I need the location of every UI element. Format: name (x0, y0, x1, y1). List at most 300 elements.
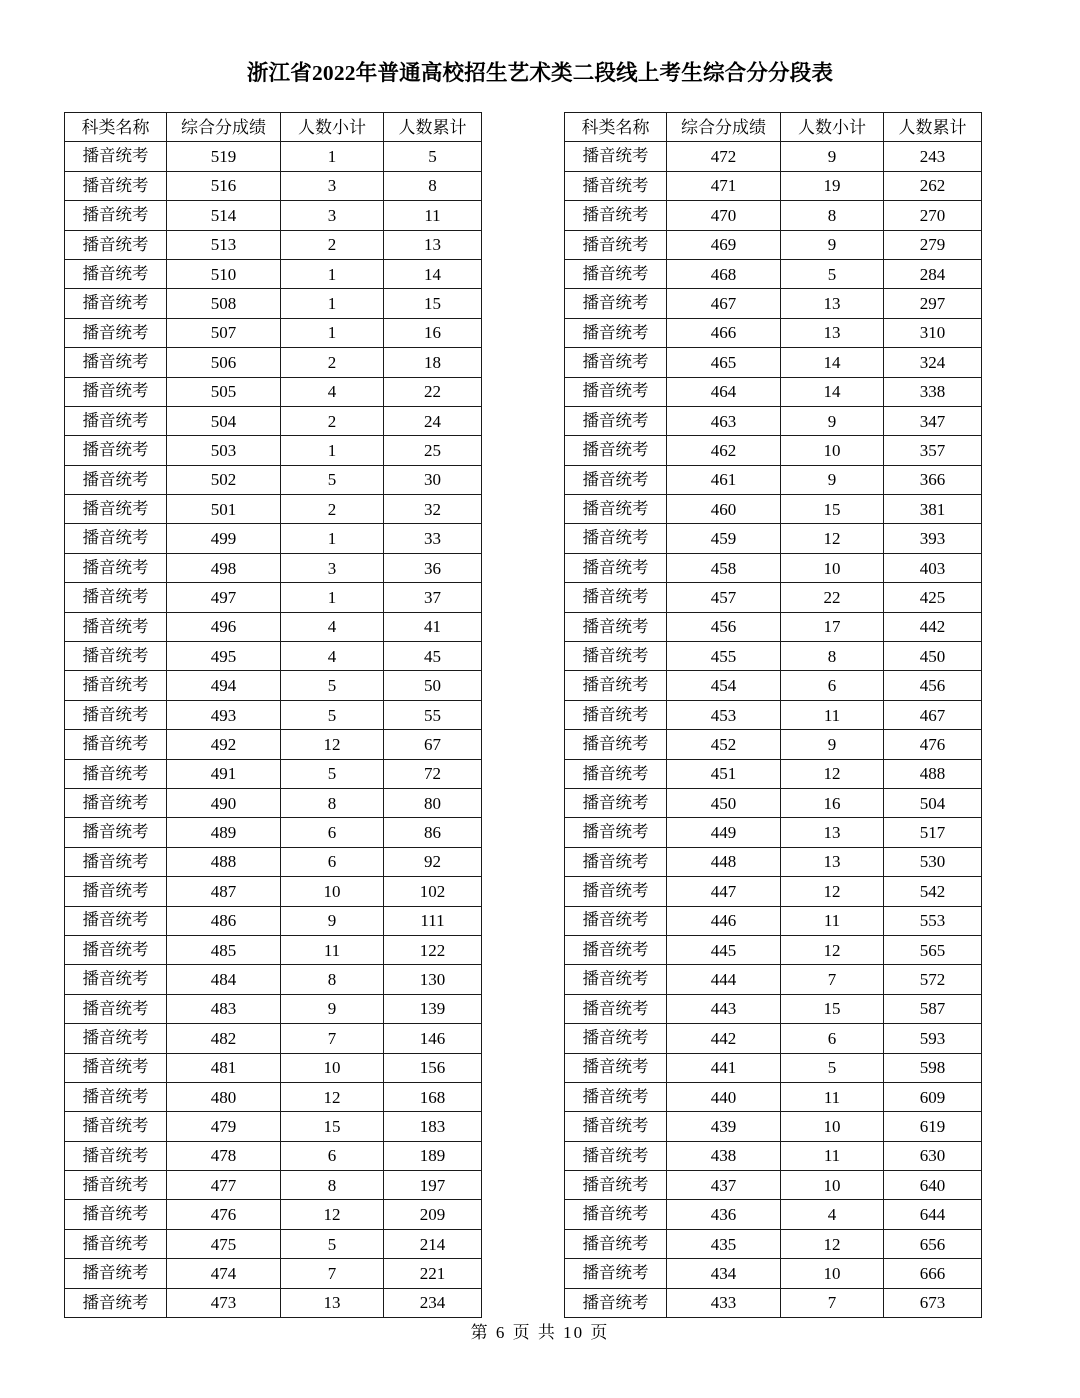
cell-cumulative: 67 (384, 730, 482, 759)
cell-cumulative: 324 (884, 348, 982, 377)
column-header-subtotal: 人数小计 (281, 113, 384, 142)
cell-cumulative: 262 (884, 171, 982, 200)
cell-category: 播音统考 (65, 142, 167, 171)
cell-cumulative: 214 (384, 1229, 482, 1258)
cell-subtotal: 12 (781, 1229, 884, 1258)
cell-cumulative: 488 (884, 759, 982, 788)
cell-cumulative: 403 (884, 553, 982, 582)
cell-score: 440 (667, 1082, 781, 1111)
column-header-score: 综合分成绩 (667, 113, 781, 142)
cell-cumulative: 183 (384, 1112, 482, 1141)
cell-score: 479 (167, 1112, 281, 1141)
table-row (65, 788, 482, 817)
cell-subtotal: 10 (781, 1112, 884, 1141)
table-row (65, 700, 482, 729)
cell-score: 452 (667, 730, 781, 759)
cell-category: 播音统考 (565, 1259, 667, 1288)
table-row (65, 142, 482, 171)
cell-category: 播音统考 (565, 1053, 667, 1082)
cell-category: 播音统考 (65, 671, 167, 700)
cell-category: 播音统考 (565, 642, 667, 671)
cell-category: 播音统考 (565, 318, 667, 347)
table-row (565, 994, 982, 1023)
cell-category: 播音统考 (65, 1112, 167, 1141)
cell-subtotal: 11 (781, 906, 884, 935)
cell-score: 507 (167, 318, 281, 347)
table-row (565, 1171, 982, 1200)
cell-category: 播音统考 (65, 1171, 167, 1200)
cell-subtotal: 1 (281, 524, 384, 553)
cell-score: 454 (667, 671, 781, 700)
cell-cumulative: 22 (384, 377, 482, 406)
cell-category: 播音统考 (565, 524, 667, 553)
table-row (565, 377, 982, 406)
table-row (565, 553, 982, 582)
cell-category: 播音统考 (565, 1229, 667, 1258)
cell-category: 播音统考 (65, 1200, 167, 1229)
cell-category: 播音统考 (565, 730, 667, 759)
column-header-category: 科类名称 (65, 113, 167, 142)
table-row (565, 759, 982, 788)
cell-score: 516 (167, 171, 281, 200)
cell-category: 播音统考 (65, 788, 167, 817)
table-row (65, 847, 482, 876)
cell-subtotal: 4 (281, 642, 384, 671)
table-row (565, 612, 982, 641)
cell-cumulative: 92 (384, 847, 482, 876)
cell-cumulative: 644 (884, 1200, 982, 1229)
cell-category: 播音统考 (565, 583, 667, 612)
cell-category: 播音统考 (565, 935, 667, 964)
cell-subtotal: 7 (781, 1288, 884, 1317)
table-header-row (65, 113, 482, 142)
cell-cumulative: 243 (884, 142, 982, 171)
cell-subtotal: 7 (781, 965, 884, 994)
cell-category: 播音统考 (565, 348, 667, 377)
table-row (65, 406, 482, 435)
cell-subtotal: 9 (781, 465, 884, 494)
table-row (565, 1024, 982, 1053)
cell-score: 506 (167, 348, 281, 377)
table-row (65, 1024, 482, 1053)
cell-category: 播音统考 (565, 377, 667, 406)
cell-score: 510 (167, 259, 281, 288)
table-row (65, 1229, 482, 1258)
table-row (565, 230, 982, 259)
cell-score: 463 (667, 406, 781, 435)
cell-subtotal: 1 (281, 259, 384, 288)
cell-score: 503 (167, 436, 281, 465)
cell-cumulative: 86 (384, 818, 482, 847)
cell-subtotal: 9 (781, 730, 884, 759)
cell-score: 492 (167, 730, 281, 759)
cell-subtotal: 6 (281, 1141, 384, 1170)
cell-score: 519 (167, 142, 281, 171)
cell-cumulative: 24 (384, 406, 482, 435)
cell-cumulative: 425 (884, 583, 982, 612)
cell-subtotal: 12 (781, 935, 884, 964)
cell-category: 播音统考 (565, 1171, 667, 1200)
cell-score: 442 (667, 1024, 781, 1053)
table-row (65, 642, 482, 671)
cell-score: 456 (667, 612, 781, 641)
table-row (565, 788, 982, 817)
cell-cumulative: 338 (884, 377, 982, 406)
table-row (565, 171, 982, 200)
cell-category: 播音统考 (65, 1288, 167, 1317)
cell-score: 485 (167, 935, 281, 964)
table-row (65, 1171, 482, 1200)
cell-subtotal: 4 (281, 377, 384, 406)
cell-subtotal: 5 (281, 671, 384, 700)
cell-score: 487 (167, 877, 281, 906)
cell-score: 480 (167, 1082, 281, 1111)
table-row (65, 730, 482, 759)
table-row (65, 289, 482, 318)
cell-cumulative: 111 (384, 906, 482, 935)
cell-score: 491 (167, 759, 281, 788)
cell-subtotal: 8 (781, 642, 884, 671)
cell-subtotal: 12 (281, 1200, 384, 1229)
cell-subtotal: 22 (781, 583, 884, 612)
table-row (565, 877, 982, 906)
cell-cumulative: 593 (884, 1024, 982, 1053)
cell-category: 播音统考 (565, 1024, 667, 1053)
table-row (565, 1112, 982, 1141)
cell-category: 播音统考 (65, 1229, 167, 1258)
cell-subtotal: 13 (781, 847, 884, 876)
table-row (65, 759, 482, 788)
cell-category: 播音统考 (65, 1259, 167, 1288)
cell-score: 443 (667, 994, 781, 1023)
cell-subtotal: 9 (781, 142, 884, 171)
cell-cumulative: 168 (384, 1082, 482, 1111)
table-row (65, 201, 482, 230)
cell-score: 470 (667, 201, 781, 230)
table-row (65, 495, 482, 524)
table-row (65, 230, 482, 259)
cell-cumulative: 673 (884, 1288, 982, 1317)
cell-subtotal: 4 (281, 612, 384, 641)
cell-cumulative: 656 (884, 1229, 982, 1258)
cell-cumulative: 476 (884, 730, 982, 759)
cell-subtotal: 13 (281, 1288, 384, 1317)
cell-subtotal: 14 (781, 348, 884, 377)
cell-cumulative: 32 (384, 495, 482, 524)
cell-score: 450 (667, 788, 781, 817)
cell-category: 播音统考 (565, 259, 667, 288)
cell-score: 466 (667, 318, 781, 347)
cell-subtotal: 11 (781, 1082, 884, 1111)
cell-cumulative: 8 (384, 171, 482, 200)
cell-score: 467 (667, 289, 781, 318)
cell-category: 播音统考 (65, 465, 167, 494)
cell-category: 播音统考 (565, 818, 667, 847)
cell-cumulative: 366 (884, 465, 982, 494)
cell-subtotal: 12 (781, 524, 884, 553)
table-row (565, 1200, 982, 1229)
cell-category: 播音统考 (565, 553, 667, 582)
table-row (65, 965, 482, 994)
table-row (65, 377, 482, 406)
cell-cumulative: 197 (384, 1171, 482, 1200)
score-table-left (64, 112, 482, 1318)
table-row (65, 171, 482, 200)
cell-category: 播音统考 (65, 259, 167, 288)
cell-score: 496 (167, 612, 281, 641)
table-row (65, 259, 482, 288)
cell-category: 播音统考 (65, 230, 167, 259)
cell-cumulative: 139 (384, 994, 482, 1023)
cell-cumulative: 393 (884, 524, 982, 553)
column-header-cumulative: 人数累计 (384, 113, 482, 142)
cell-score: 438 (667, 1141, 781, 1170)
cell-subtotal: 6 (281, 818, 384, 847)
cell-subtotal: 6 (281, 847, 384, 876)
cell-cumulative: 37 (384, 583, 482, 612)
page-title: 浙江省2022年普通高校招生艺术类二段线上考生综合分分段表 (246, 61, 834, 85)
table-row (565, 524, 982, 553)
cell-cumulative: 347 (884, 406, 982, 435)
cell-cumulative: 55 (384, 700, 482, 729)
cell-category: 播音统考 (565, 406, 667, 435)
cell-category: 播音统考 (65, 495, 167, 524)
cell-subtotal: 13 (781, 289, 884, 318)
cell-cumulative: 609 (884, 1082, 982, 1111)
cell-subtotal: 15 (281, 1112, 384, 1141)
cell-cumulative: 666 (884, 1259, 982, 1288)
cell-cumulative: 504 (884, 788, 982, 817)
cell-score: 489 (167, 818, 281, 847)
table-body-right (565, 142, 982, 1318)
table-row (565, 935, 982, 964)
cell-subtotal: 10 (781, 436, 884, 465)
cell-score: 445 (667, 935, 781, 964)
column-header-cumulative: 人数累计 (884, 113, 982, 142)
cell-score: 502 (167, 465, 281, 494)
cell-cumulative: 587 (884, 994, 982, 1023)
cell-subtotal: 3 (281, 553, 384, 582)
table-row (565, 847, 982, 876)
cell-cumulative: 25 (384, 436, 482, 465)
cell-score: 483 (167, 994, 281, 1023)
cell-cumulative: 30 (384, 465, 482, 494)
cell-category: 播音统考 (65, 348, 167, 377)
table-row (65, 583, 482, 612)
cell-category: 播音统考 (565, 495, 667, 524)
cell-score: 493 (167, 700, 281, 729)
cell-cumulative: 450 (884, 642, 982, 671)
cell-subtotal: 19 (781, 171, 884, 200)
table-row (65, 1288, 482, 1317)
table-row (65, 818, 482, 847)
cell-cumulative: 234 (384, 1288, 482, 1317)
table-row (65, 1053, 482, 1082)
cell-score: 464 (667, 377, 781, 406)
cell-subtotal: 11 (281, 935, 384, 964)
cell-cumulative: 553 (884, 906, 982, 935)
cell-subtotal: 9 (781, 230, 884, 259)
cell-cumulative: 72 (384, 759, 482, 788)
table-row (565, 1082, 982, 1111)
table-row (565, 730, 982, 759)
cell-subtotal: 17 (781, 612, 884, 641)
cell-score: 481 (167, 1053, 281, 1082)
cell-category: 播音统考 (565, 142, 667, 171)
cell-subtotal: 12 (281, 1082, 384, 1111)
cell-score: 436 (667, 1200, 781, 1229)
cell-subtotal: 2 (281, 495, 384, 524)
table-body-left (65, 142, 482, 1318)
cell-cumulative: 310 (884, 318, 982, 347)
cell-cumulative: 33 (384, 524, 482, 553)
cell-category: 播音统考 (565, 1082, 667, 1111)
cell-category: 播音统考 (65, 289, 167, 318)
cell-score: 447 (667, 877, 781, 906)
cell-subtotal: 1 (281, 583, 384, 612)
cell-score: 471 (667, 171, 781, 200)
cell-category: 播音统考 (565, 230, 667, 259)
cell-score: 441 (667, 1053, 781, 1082)
cell-score: 513 (167, 230, 281, 259)
cell-score: 437 (667, 1171, 781, 1200)
cell-category: 播音统考 (65, 1082, 167, 1111)
cell-score: 497 (167, 583, 281, 612)
cell-subtotal: 8 (281, 1171, 384, 1200)
cell-subtotal: 14 (781, 377, 884, 406)
cell-subtotal: 9 (781, 406, 884, 435)
cell-category: 播音统考 (65, 1024, 167, 1053)
cell-subtotal: 11 (781, 700, 884, 729)
cell-cumulative: 102 (384, 877, 482, 906)
table-row (65, 612, 482, 641)
table-row (65, 553, 482, 582)
cell-subtotal: 1 (281, 436, 384, 465)
cell-category: 播音统考 (565, 759, 667, 788)
cell-category: 播音统考 (65, 201, 167, 230)
cell-cumulative: 130 (384, 965, 482, 994)
cell-score: 462 (667, 436, 781, 465)
cell-subtotal: 5 (281, 1229, 384, 1258)
cell-cumulative: 13 (384, 230, 482, 259)
cell-subtotal: 1 (281, 289, 384, 318)
cell-score: 468 (667, 259, 781, 288)
cell-cumulative: 15 (384, 289, 482, 318)
cell-category: 播音统考 (65, 759, 167, 788)
table-row (65, 1200, 482, 1229)
cell-category: 播音统考 (65, 583, 167, 612)
cell-cumulative: 640 (884, 1171, 982, 1200)
cell-category: 播音统考 (65, 553, 167, 582)
cell-category: 播音统考 (565, 965, 667, 994)
table-row (565, 436, 982, 465)
cell-score: 473 (167, 1288, 281, 1317)
cell-score: 461 (667, 465, 781, 494)
column-header-category: 科类名称 (565, 113, 667, 142)
cell-category: 播音统考 (565, 1112, 667, 1141)
cell-score: 505 (167, 377, 281, 406)
table-row (565, 671, 982, 700)
table-row (65, 1082, 482, 1111)
cell-category: 播音统考 (65, 171, 167, 200)
cell-category: 播音统考 (565, 1141, 667, 1170)
cell-category: 播音统考 (65, 377, 167, 406)
cell-cumulative: 5 (384, 142, 482, 171)
cell-cumulative: 189 (384, 1141, 482, 1170)
cell-subtotal: 4 (781, 1200, 884, 1229)
table-row (565, 406, 982, 435)
cell-category: 播音统考 (65, 612, 167, 641)
cell-cumulative: 18 (384, 348, 482, 377)
cell-category: 播音统考 (65, 318, 167, 347)
table-row (565, 642, 982, 671)
cell-score: 477 (167, 1171, 281, 1200)
table-row (65, 465, 482, 494)
cell-subtotal: 10 (781, 1259, 884, 1288)
table-row (565, 1288, 982, 1317)
cell-subtotal: 13 (781, 318, 884, 347)
cell-category: 播音统考 (565, 436, 667, 465)
cell-score: 499 (167, 524, 281, 553)
cell-cumulative: 297 (884, 289, 982, 318)
cell-category: 播音统考 (565, 700, 667, 729)
cell-subtotal: 2 (281, 230, 384, 259)
cell-category: 播音统考 (65, 877, 167, 906)
cell-category: 播音统考 (65, 847, 167, 876)
score-table-right (564, 112, 982, 1318)
column-header-score: 综合分成绩 (167, 113, 281, 142)
table-row (565, 583, 982, 612)
table-row (565, 348, 982, 377)
table-header-row (565, 113, 982, 142)
cell-subtotal: 12 (781, 759, 884, 788)
cell-category: 播音统考 (65, 524, 167, 553)
cell-score: 475 (167, 1229, 281, 1258)
table-row (565, 1229, 982, 1258)
cell-subtotal: 5 (281, 465, 384, 494)
cell-subtotal: 6 (781, 1024, 884, 1053)
table-row (565, 818, 982, 847)
cell-subtotal: 10 (281, 1053, 384, 1082)
cell-score: 457 (667, 583, 781, 612)
cell-subtotal: 12 (281, 730, 384, 759)
cell-cumulative: 279 (884, 230, 982, 259)
cell-category: 播音统考 (565, 1200, 667, 1229)
cell-cumulative: 442 (884, 612, 982, 641)
cell-subtotal: 15 (781, 495, 884, 524)
table-row (565, 700, 982, 729)
table-row (65, 1259, 482, 1288)
score-distribution-tables (64, 112, 982, 1318)
table-row (65, 348, 482, 377)
column-header-subtotal: 人数小计 (781, 113, 884, 142)
cell-cumulative: 16 (384, 318, 482, 347)
cell-cumulative: 209 (384, 1200, 482, 1229)
cell-score: 435 (667, 1229, 781, 1258)
cell-subtotal: 5 (781, 1053, 884, 1082)
cell-cumulative: 284 (884, 259, 982, 288)
cell-subtotal: 2 (281, 406, 384, 435)
cell-subtotal: 3 (281, 201, 384, 230)
cell-score: 495 (167, 642, 281, 671)
cell-category: 播音统考 (65, 965, 167, 994)
cell-cumulative: 381 (884, 495, 982, 524)
page-footer: 第 6 页 共 10 页 (470, 1323, 610, 1342)
cell-subtotal: 5 (281, 700, 384, 729)
cell-score: 504 (167, 406, 281, 435)
cell-score: 494 (167, 671, 281, 700)
cell-cumulative: 45 (384, 642, 482, 671)
